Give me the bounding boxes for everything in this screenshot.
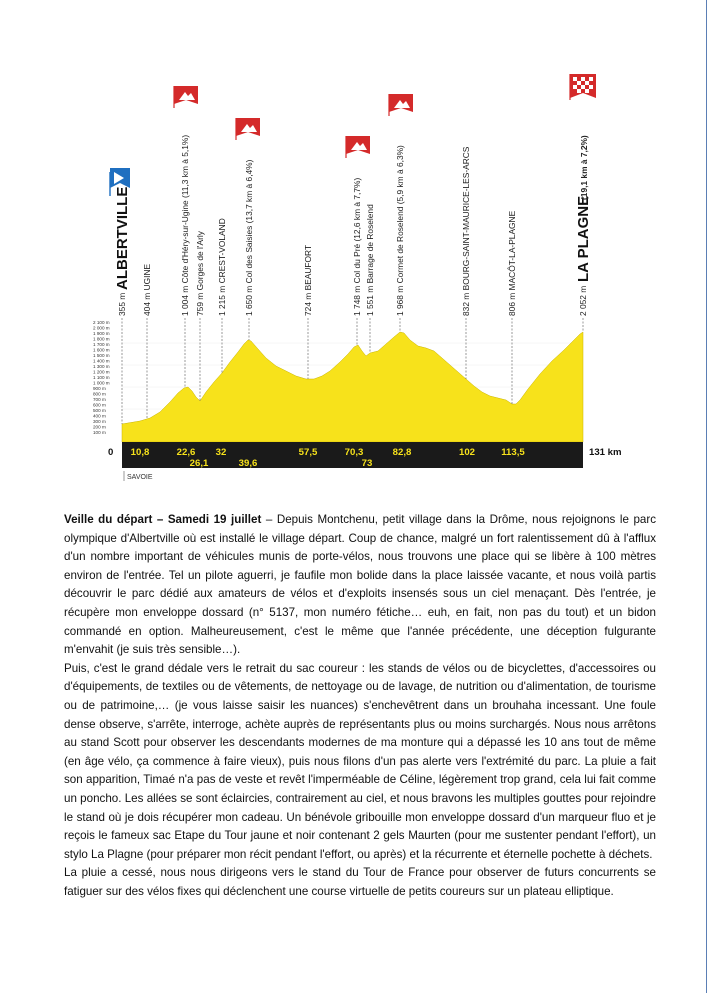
paragraph: Puis, c'est le grand dédale vers le retrait du sac coureur : les stands de vélos ou de bicyclettes, d'accessoires ou d'équipements, de textiles ou de vêtements, de nettoyage ou de lavage, de nutrition ou d'alimentation, de tourisme ou de patrimoine,… (je vous laisse saisir les nuances) s'enchevêtrent dans un brouhaha incessant. Une foule dense observe, s'arrête, interroge, achète auprès de représentants plus ou moins surchargés. Nous nous arrêtons au stand Scott pour observer les descendants modernes de ma monture qui a dépassé les 10 ans tout de même (en âge vélo, ça commence à faire vieux), puis nous filons d'un pas alerte vers l'extrémité du parc. La pluie a fait son apparition, Timaé n'a pas de veste et revêt l'imperméable de Céline, légèrement trop grand, cela lui fait comme un poncho. Les allées se sont éclaircies, contrairement au ciel, et nous bravons les multiples gouttes pour rejoindre le stand où je dois récupérer mon cadeau. Un bénévole gribouille mon enveloppe dossard d'un marqueur fluo et je reçois le fameux sac Etape du Tour jaune et noir contenant 2 gels Maurten (pour me sustenter pendant l'effort), un stylo La Plagne (pour préparer mon récit pendant l'effort, ou après) et la récurrente et éternelle pochette à déchets. xyxy=(64,661,656,861)
waypoint-label xyxy=(352,178,362,316)
alt-label: 500 m xyxy=(93,408,106,413)
climb-flag-icon xyxy=(389,94,413,116)
alt-label: 1 500 m xyxy=(93,353,110,358)
waypoint-label xyxy=(365,204,375,316)
waypoint-labels xyxy=(114,135,592,316)
waypoint-label xyxy=(195,230,205,316)
svg-text:724 m BEAUFORT: 724 m BEAUFORT xyxy=(303,244,313,316)
waypoint-label xyxy=(303,245,313,316)
finish-alt-label: 2 052 m xyxy=(578,285,588,316)
svg-text:832 m BOURG-SAINT-MAURICE-LES-: 832 m BOURG-SAINT-MAURICE-LES-ARCS xyxy=(461,146,471,316)
km-marker: 82,8 xyxy=(392,447,412,458)
km-marker: 22,6 xyxy=(176,447,196,458)
article-text xyxy=(64,511,656,901)
km-marker: 57,5 xyxy=(298,447,318,458)
start-alt-label: 355 m xyxy=(117,292,127,316)
climb-flag-icon xyxy=(174,86,198,108)
svg-text:759 m Gorges de l'Arly: 759 m Gorges de l'Arly xyxy=(195,231,205,316)
alt-label: 1 000 m xyxy=(93,380,110,386)
alt-label: 400 m xyxy=(93,413,106,419)
finish-detail-label: (19,1 km à 7,2%) xyxy=(579,135,589,200)
waypoint-label xyxy=(507,210,517,316)
waypoint-label xyxy=(180,135,190,316)
svg-text:1 650 m Col des Saisies (13,7: 1 650 m Col des Saisies (13,7 km à 6,4%) xyxy=(244,159,254,316)
km-marker: 70,3 xyxy=(344,447,364,458)
waypoint-label xyxy=(142,263,152,316)
altitude-scale xyxy=(93,320,110,435)
alt-label: 1 900 m xyxy=(93,331,110,336)
alt-label: 800 m xyxy=(93,391,106,397)
climb-flag-icon xyxy=(236,118,260,140)
department-label: SAVOIE xyxy=(127,474,153,481)
alt-label: 1 400 m xyxy=(93,358,110,364)
km-marker: 32 xyxy=(215,447,227,458)
waypoint-label xyxy=(395,145,405,316)
svg-text:806 m MACÔT-LA-PLAGNE: 806 m MACÔT-LA-PLAGNE xyxy=(507,210,517,316)
finish-flag-icon xyxy=(570,74,596,100)
alt-label: 200 m xyxy=(93,424,106,430)
km-marker: 0 xyxy=(108,447,114,458)
alt-label: 2 100 m xyxy=(93,320,110,325)
alt-label: 700 m xyxy=(93,397,106,402)
paragraph: Veille du départ – Samedi 19 juillet – Depuis Montchenu, petit village dans la Drôme, nous rejoignons le parc olympique d'Albertville où est installé le village départ. Coup de chance, malgré un fort ralentissement dû à l'afflux d'un nombre important de véhicules munis de porte-vélos, nous trouvons une place qui se libère à 100 mètres environ de l'entrée. Tel un pilote aguerri, je faufile mon bolide dans la place laissée vacante, et nous voilà partis découvrir le parc dédié aux amateurs de vélos et d'exploits insensés sous un ciel menaçant. Dès l'entrée, je récupère mon enveloppe dossard (n° 5137, mon numéro fétiche… euh, en fait, non pas du tout) et un bidon commandé en option. Malheureusement, c'est le même que l'année précédente, une déception fulgurante m'envahit (je suis très sensible…). xyxy=(64,513,656,657)
finish-name-label: LA PLAGNE xyxy=(575,195,592,282)
paragraph-heading: Veille du départ – Samedi 19 juillet xyxy=(64,513,262,526)
alt-label: 1 800 m xyxy=(93,336,110,342)
alt-label: 1 300 m xyxy=(93,364,110,369)
waypoint-label xyxy=(217,218,227,316)
km-marker: 26,1 xyxy=(189,458,209,469)
alt-label: 900 m xyxy=(93,386,106,391)
svg-text:1 968 m Cormet de Roselend (5,: 1 968 m Cormet de Roselend (5,9 km à 6,3%) xyxy=(395,145,405,316)
alt-label: 2 000 m xyxy=(93,325,110,331)
km-marker: 113,5 xyxy=(501,447,525,458)
alt-label: 1 700 m xyxy=(93,342,110,347)
alt-label: 1 200 m xyxy=(93,369,110,375)
svg-text:1 215 m CREST-VOLAND: 1 215 m CREST-VOLAND xyxy=(217,218,227,316)
alt-label: 600 m xyxy=(93,402,106,408)
alt-label: 100 m xyxy=(93,430,106,435)
alt-label: 300 m xyxy=(93,419,106,424)
paragraph: La pluie a cessé, nous nous dirigeons vers le stand du Tour de France pour observer de futurs concurrents se fatiguer sur des vélos fixes qui déclenchent une course virtuelle de petits coureurs sur un plateau elliptique. xyxy=(64,866,656,898)
svg-text:1 748 m Col du Pré (12,6 km à: 1 748 m Col du Pré (12,6 km à 7,7%) xyxy=(352,177,362,316)
waypoint-label xyxy=(461,146,471,316)
waypoint-label xyxy=(244,159,254,316)
km-marker: 73 xyxy=(361,458,373,469)
start-name-label: ALBERTVILLE xyxy=(114,186,131,290)
climb-flag-icon xyxy=(346,136,370,158)
total-distance: 131 km xyxy=(589,447,622,458)
km-marker: 39,6 xyxy=(238,458,258,469)
km-marker: 102 xyxy=(458,447,476,458)
alt-label: 1 600 m xyxy=(93,347,110,353)
svg-text:404 m UGINE: 404 m UGINE xyxy=(142,263,152,316)
km-marker: 10,8 xyxy=(130,447,150,458)
alt-label: 1 100 m xyxy=(93,375,110,380)
svg-text:1 004 m Côte d'Héry-sur-Ugine: 1 004 m Côte d'Héry-sur-Ugine (11,3 km à 5,1%) xyxy=(180,134,190,316)
svg-text:1 551 m Barrage de Roselend: 1 551 m Barrage de Roselend xyxy=(365,204,375,316)
